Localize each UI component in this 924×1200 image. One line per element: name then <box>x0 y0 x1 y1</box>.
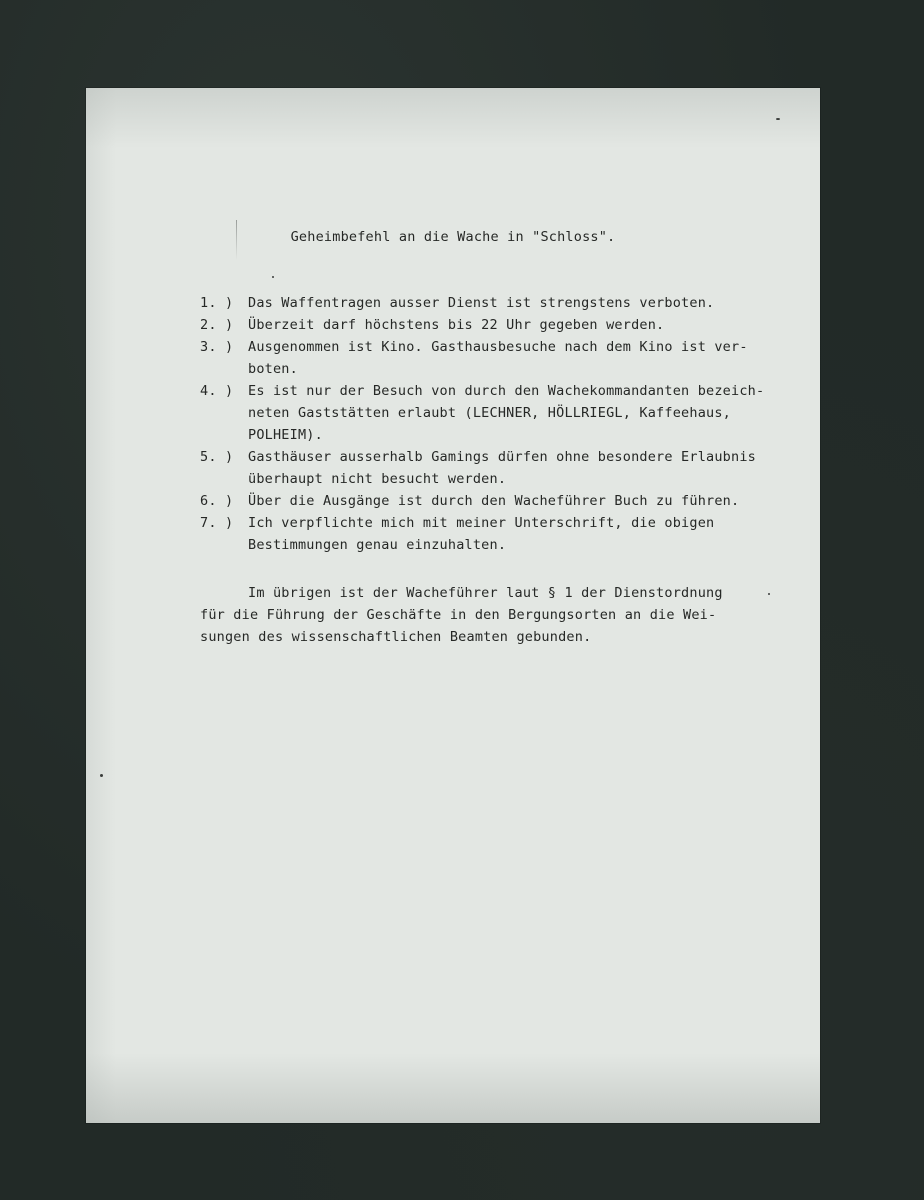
item-text <box>248 490 800 512</box>
item-text <box>248 512 800 556</box>
item-number: 7. ) <box>200 515 234 531</box>
item-line: Bestimmungen genau einzuhalten. <box>248 537 507 553</box>
paper-sheet <box>86 88 820 1123</box>
closing-line: Im übrigen ist der Wacheführer laut § 1 der Dienstordnung <box>248 585 723 601</box>
item-line: Überzeit darf höchstens bis 22 Uhr gegeben werden. <box>248 317 665 333</box>
list-item <box>200 314 800 336</box>
item-number: 4. ) <box>200 383 234 399</box>
item-line: überhaupt nicht besucht werden. <box>248 471 507 487</box>
item-line: Über die Ausgänge ist durch den Wacheführer Buch zu führen. <box>248 493 740 509</box>
item-number: 6. ) <box>200 493 234 509</box>
item-line: Gasthäuser ausserhalb Gamings dürfen ohne besondere Erlaubnis <box>248 449 756 465</box>
typewritten-document <box>86 88 820 1123</box>
item-number: 3. ) <box>200 339 234 355</box>
item-text <box>248 314 800 336</box>
item-line: Es ist nur der Besuch von durch den Wachekommandanten bezeich- <box>248 383 765 399</box>
list-item <box>200 380 800 446</box>
order-list <box>200 292 800 556</box>
item-text <box>248 336 800 380</box>
closing-paragraph <box>200 582 800 648</box>
item-line: boten. <box>248 361 298 377</box>
closing-line: für die Führung der Geschäfte in den Bergungsorten an die Wei- <box>200 607 717 623</box>
item-text <box>248 292 800 314</box>
item-number: 1. ) <box>200 295 234 311</box>
document-title: Geheimbefehl an die Wache in "Schloss". <box>290 229 616 245</box>
list-item <box>200 490 800 512</box>
item-line: Ausgenommen ist Kino. Gasthausbesuche nach dem Kino ist ver- <box>248 339 748 355</box>
list-item <box>200 446 800 490</box>
item-line: neten Gaststätten erlaubt (LECHNER, HÖLLRIEGL, Kaffeehaus, <box>248 405 732 421</box>
list-item <box>200 512 800 556</box>
item-line: Das Waffentragen ausser Dienst ist strengstens verboten. <box>248 295 715 311</box>
list-item <box>200 336 800 380</box>
item-line: POLHEIM). <box>248 427 323 443</box>
item-number: 2. ) <box>200 317 234 333</box>
item-text <box>248 380 800 446</box>
closing-line: sungen des wissenschaftlichen Beamten gebunden. <box>200 629 592 645</box>
item-text <box>248 446 800 490</box>
item-line: Ich verpflichte mich mit meiner Unterschrift, die obigen <box>248 515 715 531</box>
list-item <box>200 292 800 314</box>
item-number: 5. ) <box>200 449 234 465</box>
